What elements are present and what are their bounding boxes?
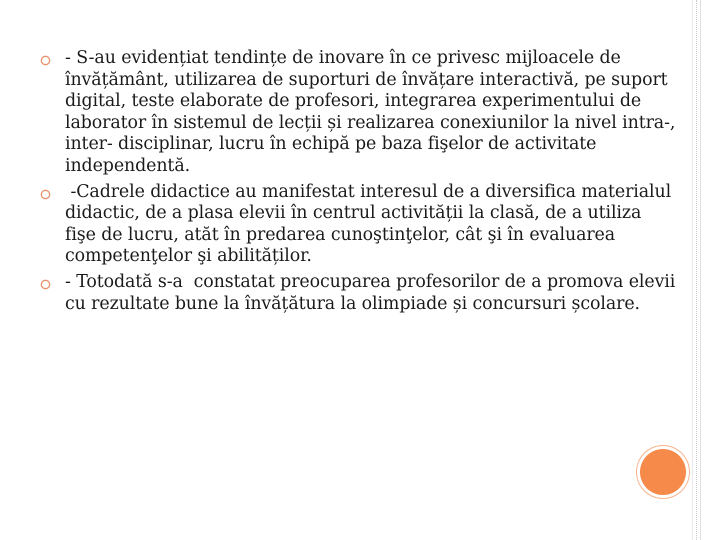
bullet-item xyxy=(40,271,681,315)
bullet-text: - S-au evidențiat tendințe de inovare în ce privesc mijloacele de învățământ, utilizarea de suporturi de învățare interactivă, pe suport digital, teste elaborate de profesori, integrarea experimentului de laborator în sistemul de lecții și realizarea conexiunilor la nivel intra-, inter- disciplinar, lucru în echipă pe baza fişelor de activitate independentă. xyxy=(65,48,681,176)
bullet-text: -Cadrele didactice au manifestat interesul de a diversifica materialul didactic, de a plasa elevii în centrul activității la clasă, de a utiliza fişe de lucru, atăt în predarea cunoştinţelor, cât şi în evaluarea competenţelor şi abilităților. xyxy=(65,181,677,267)
circle-bullet-icon xyxy=(40,189,51,200)
slide-border-line xyxy=(696,0,697,540)
slide-border-line xyxy=(700,0,701,540)
bullet-item xyxy=(40,48,681,178)
slide-border-line xyxy=(692,0,693,540)
bullet-list xyxy=(40,48,681,319)
decorative-circle xyxy=(640,449,686,495)
circle-bullet-icon xyxy=(40,279,51,290)
bullet-text: - Totodată s-a constatat preocuparea profesorilor de a promova elevii cu rezultate bune la învățătura la olimpiade și concursuri școlare. xyxy=(65,271,681,314)
circle-bullet-icon xyxy=(40,55,51,66)
bullet-item xyxy=(40,182,676,268)
